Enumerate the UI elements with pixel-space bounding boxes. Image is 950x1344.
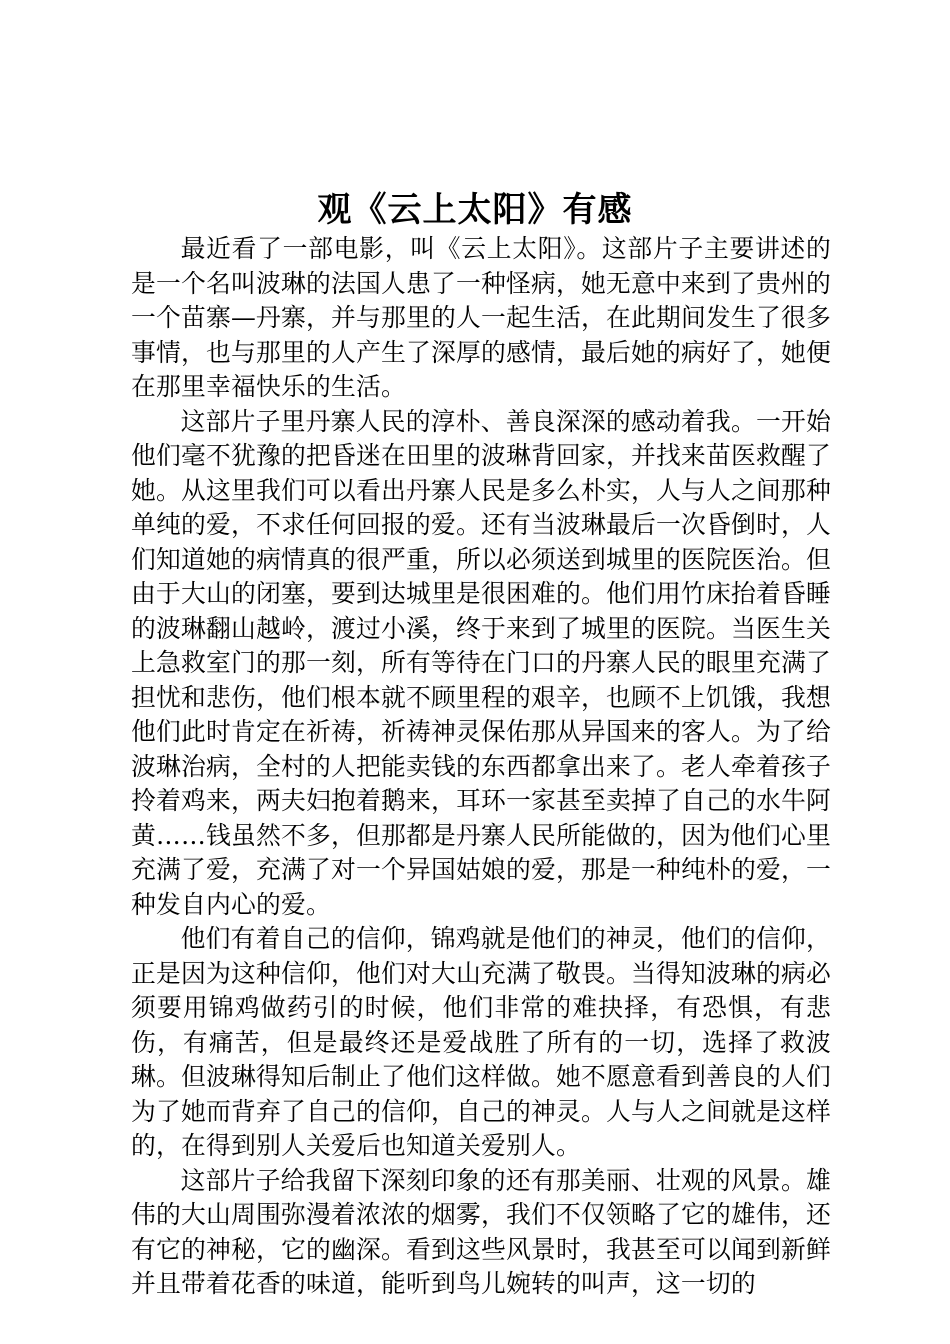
- paragraph-3: 他们有着自己的信仰，锦鸡就是他们的神灵，他们的信仰，正是因为这种信仰，他们对大山充满了敬畏。当得知波琳的病必须要用锦鸡做药引的时候，他们非常的难抉择，有恐惧，有悲伤，有痛苦，但是最终还是爱战胜了所有的一切，选择了救波琳。但波琳得知后制止了他们这样做。她不愿意看到善良的人们为了她而背弃了自己的信仰，自己的神灵。人与人之间就是这样的，在得到别人关爱后也知道关爱别人。: [131, 924, 831, 1160]
- document-title: 观《云上太阳》有感: [317, 190, 633, 230]
- paragraph-2: 这部片子里丹寨人民的淳朴、善良深深的感动着我。一开始他们毫不犹豫的把昏迷在田里的波琳背回家，并找来苗医救醒了她。从这里我们可以看出丹寨人民是多么朴实，人与人之间那种单纯的爱，不求任何回报的爱。还有当波琳最后一次昏倒时，人们知道她的病情真的很严重，所以必须送到城里的医院医治。但由于大山的闭塞，要到达城里是很困难的。他们用竹床抬着昏睡的波琳翻山越岭，渡过小溪，终于来到了城里的医院。当医生关上急救室门的那一刻，所有等待在门口的丹寨人民的眼里充满了担忧和悲伤，他们根本就不顾里程的艰辛，也顾不上饥饿，我想他们此时肯定在祈祷，祈祷神灵保佑那从异国来的客人。为了给波琳治病，全村的人把能卖钱的东西都拿出来了。老人牵着孩子拎着鸡来，两夫妇抱着鹅来，耳环一家甚至卖掉了自己的水牛阿黄……钱虽然不多，但那都是丹寨人民所能做的，因为他们心里充满了爱，充满了对一个异国姑娘的爱，那是一种纯朴的爱，一种发自内心的爱。: [131, 406, 831, 919]
- paragraph-1: 最近看了一部电影，叫《云上太阳》。这部片子主要讲述的是一个名叫波琳的法国人患了一种怪病，她无意中来到了贵州的一个苗寨—丹寨，并与那里的人一起生活，在此期间发生了很多事情，也与那里的人产生了深厚的感情，最后她的病好了，她便在那里幸福快乐的生活。: [131, 234, 831, 401]
- paragraph-4: 这部片子给我留下深刻印象的还有那美丽、壮观的风景。雄伟的大山周围弥漫着浓浓的烟雾，我们不仅领略了它的雄伟，还有它的神秘，它的幽深。看到这些风景时，我甚至可以闻到新鲜并且带着花香的味道，能听到鸟儿婉转的叫声，这一切的: [131, 1165, 831, 1298]
- document-body: [131, 232, 831, 1302]
